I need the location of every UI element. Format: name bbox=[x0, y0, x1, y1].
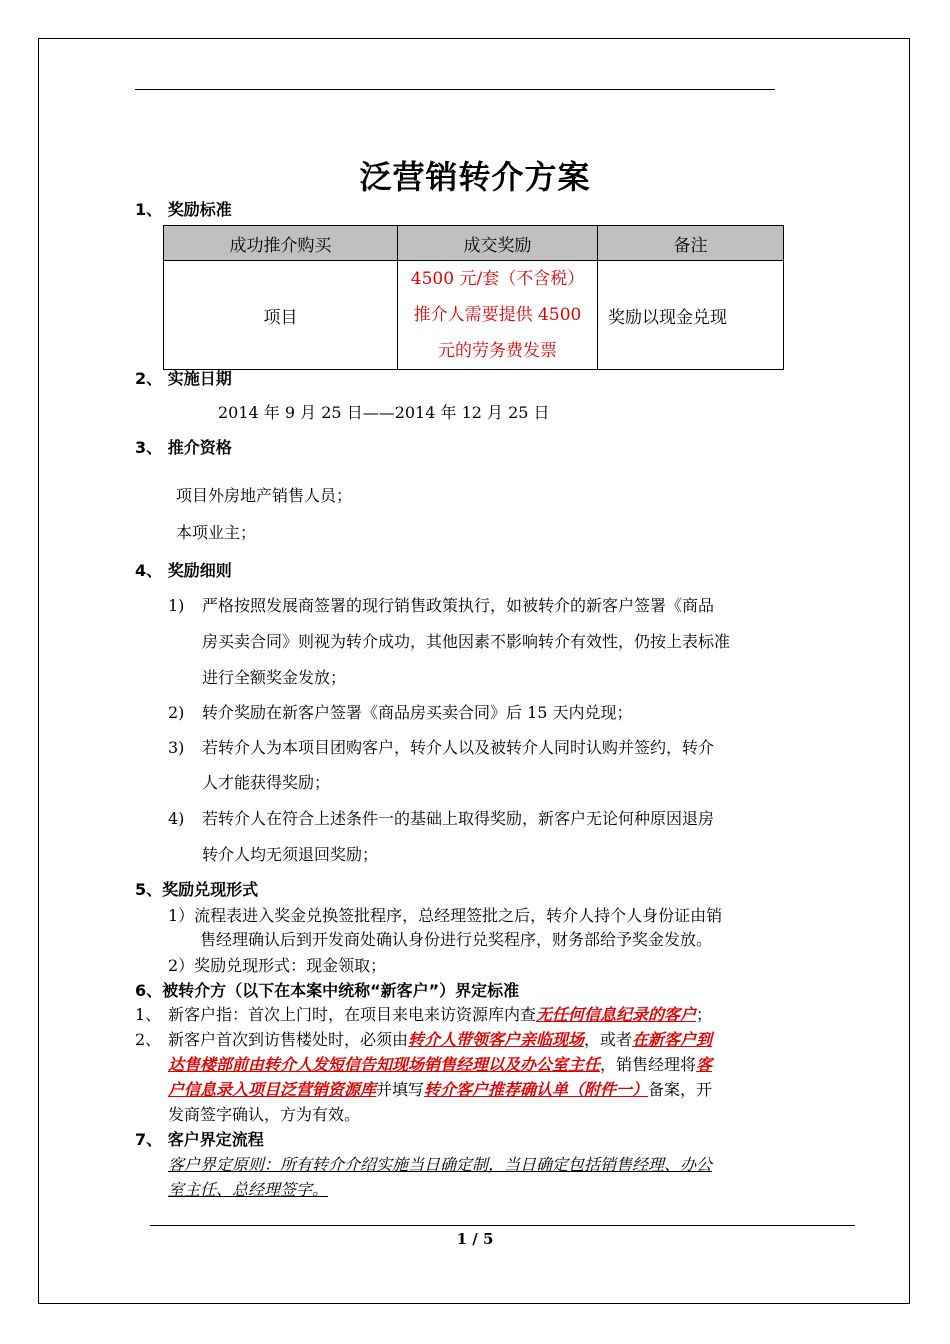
flow-line: 室主任、总经理签字。 bbox=[168, 1180, 329, 1199]
definition-highlight: 户信息录入项目泛营销资源库 bbox=[168, 1080, 377, 1099]
definition-highlight: 转介人带领客户亲临现场 bbox=[408, 1030, 585, 1049]
definition-line bbox=[168, 1005, 712, 1025]
definition-text: ； bbox=[696, 1005, 713, 1024]
reward-table bbox=[163, 225, 784, 370]
redemption-line: 2）奖励兑现形式：现金领取； bbox=[168, 956, 387, 975]
definition-text: 新客户指：首次上门时，在项目来电来访资源库内查 bbox=[168, 1005, 537, 1024]
definition-text: ，或者 bbox=[584, 1030, 633, 1049]
definition-highlight: 在新客户到 bbox=[632, 1030, 713, 1049]
section-heading-4: 4、 奖励细则 bbox=[135, 561, 232, 580]
definition-line bbox=[168, 1030, 712, 1050]
reward-line: 元的劳务费发票 bbox=[438, 341, 557, 361]
rule-line: 若转介人在符合上述条件一的基础上取得奖励，新客户无论何种原因退房 bbox=[202, 809, 715, 828]
rule-line: 人才能获得奖励； bbox=[202, 773, 331, 792]
rule-number: 2) bbox=[168, 703, 185, 722]
definition-highlight: 客 bbox=[696, 1055, 713, 1074]
definition-line bbox=[168, 1055, 712, 1075]
rule-line: 严格按照发展商签署的现行销售政策执行，如被转介的新客户签署《商品 bbox=[202, 596, 715, 615]
table-cell-project: 项目 bbox=[164, 261, 398, 370]
definition-line: 发商签字确认，方为有效。 bbox=[168, 1105, 361, 1124]
eligibility-item: 本项业主； bbox=[176, 523, 257, 542]
date-range: 2014 年 9 月 25 日——2014 年 12 月 25 日 bbox=[218, 403, 550, 422]
reward-line: 4500 元/套（不含税） bbox=[410, 269, 585, 289]
definition-number: 2、 bbox=[135, 1030, 162, 1049]
reward-line: 推介人需要提供 4500 bbox=[413, 305, 582, 325]
flow-line: 客户界定原则：所有转介介绍实施当日确定制，当日确定包括销售经理、办公 bbox=[168, 1155, 713, 1174]
section-heading-2: 2、 实施日期 bbox=[135, 369, 232, 388]
table-header-cell: 备注 bbox=[598, 226, 784, 261]
header-rule bbox=[135, 89, 775, 90]
footer-rule bbox=[150, 1225, 855, 1226]
definition-text: 新客户首次到访售楼处时，必须由 bbox=[168, 1030, 409, 1049]
definition-text: 备案，开 bbox=[648, 1080, 713, 1099]
section-heading-6: 6、被转介方（以下在本案中统称“新客户”）界定标准 bbox=[135, 981, 520, 1000]
rule-number: 4) bbox=[168, 809, 185, 828]
definition-highlight: 转介客户推荐确认单（附件一） bbox=[424, 1080, 649, 1099]
redemption-line: 售经理确认后到开发商处确认身份进行兑奖程序，财务部给予奖金发放。 bbox=[200, 930, 713, 949]
table-row bbox=[164, 261, 784, 370]
definition-line bbox=[168, 1080, 712, 1100]
document-title: 泛营销转介方案 bbox=[359, 158, 591, 196]
definition-text: 并填写 bbox=[376, 1080, 425, 1099]
rule-line: 若转介人为本项目团购客户，转介人以及被转介人同时认购并签约，转介 bbox=[202, 738, 715, 757]
rule-line: 进行全额奖金发放； bbox=[202, 668, 347, 687]
section-heading-5: 5、奖励兑现形式 bbox=[135, 880, 259, 899]
definition-text: ，销售经理将 bbox=[600, 1055, 697, 1074]
section-heading-3: 3、 推介资格 bbox=[135, 438, 232, 457]
table-header-cell: 成交奖励 bbox=[398, 226, 598, 261]
table-cell-note: 奖励以现金兑现 bbox=[598, 261, 784, 370]
table-header-row bbox=[164, 226, 784, 261]
definition-highlight: 达售楼部前由转介人发短信告知现场销售经理以及办公室主任 bbox=[168, 1055, 601, 1074]
table-header-cell: 成功推介购买 bbox=[164, 226, 398, 261]
eligibility-item: 项目外房地产销售人员； bbox=[176, 486, 353, 505]
definition-number: 1、 bbox=[135, 1005, 162, 1024]
rule-line: 房买卖合同》则视为转介成功，其他因素不影响转介有效性，仍按上表标准 bbox=[202, 632, 731, 651]
rule-line: 转介奖励在新客户签署《商品房买卖合同》后 15 天内兑现； bbox=[202, 703, 633, 722]
table-cell-reward bbox=[398, 261, 598, 370]
redemption-line: 1）流程表进入奖金兑换签批程序，总经理签批之后，转介人持个人身份证由销 bbox=[168, 906, 723, 925]
rule-line: 转介人均无须退回奖励； bbox=[202, 845, 379, 864]
page-number: 1 / 5 bbox=[456, 1230, 494, 1248]
definition-highlight: 无任何信息纪录的客户 bbox=[536, 1005, 697, 1024]
section-heading-7: 7、 客户界定流程 bbox=[135, 1130, 264, 1149]
rule-number: 1) bbox=[168, 596, 185, 615]
section-heading-1: 1、 奖励标准 bbox=[135, 200, 232, 219]
rule-number: 3) bbox=[168, 738, 185, 757]
